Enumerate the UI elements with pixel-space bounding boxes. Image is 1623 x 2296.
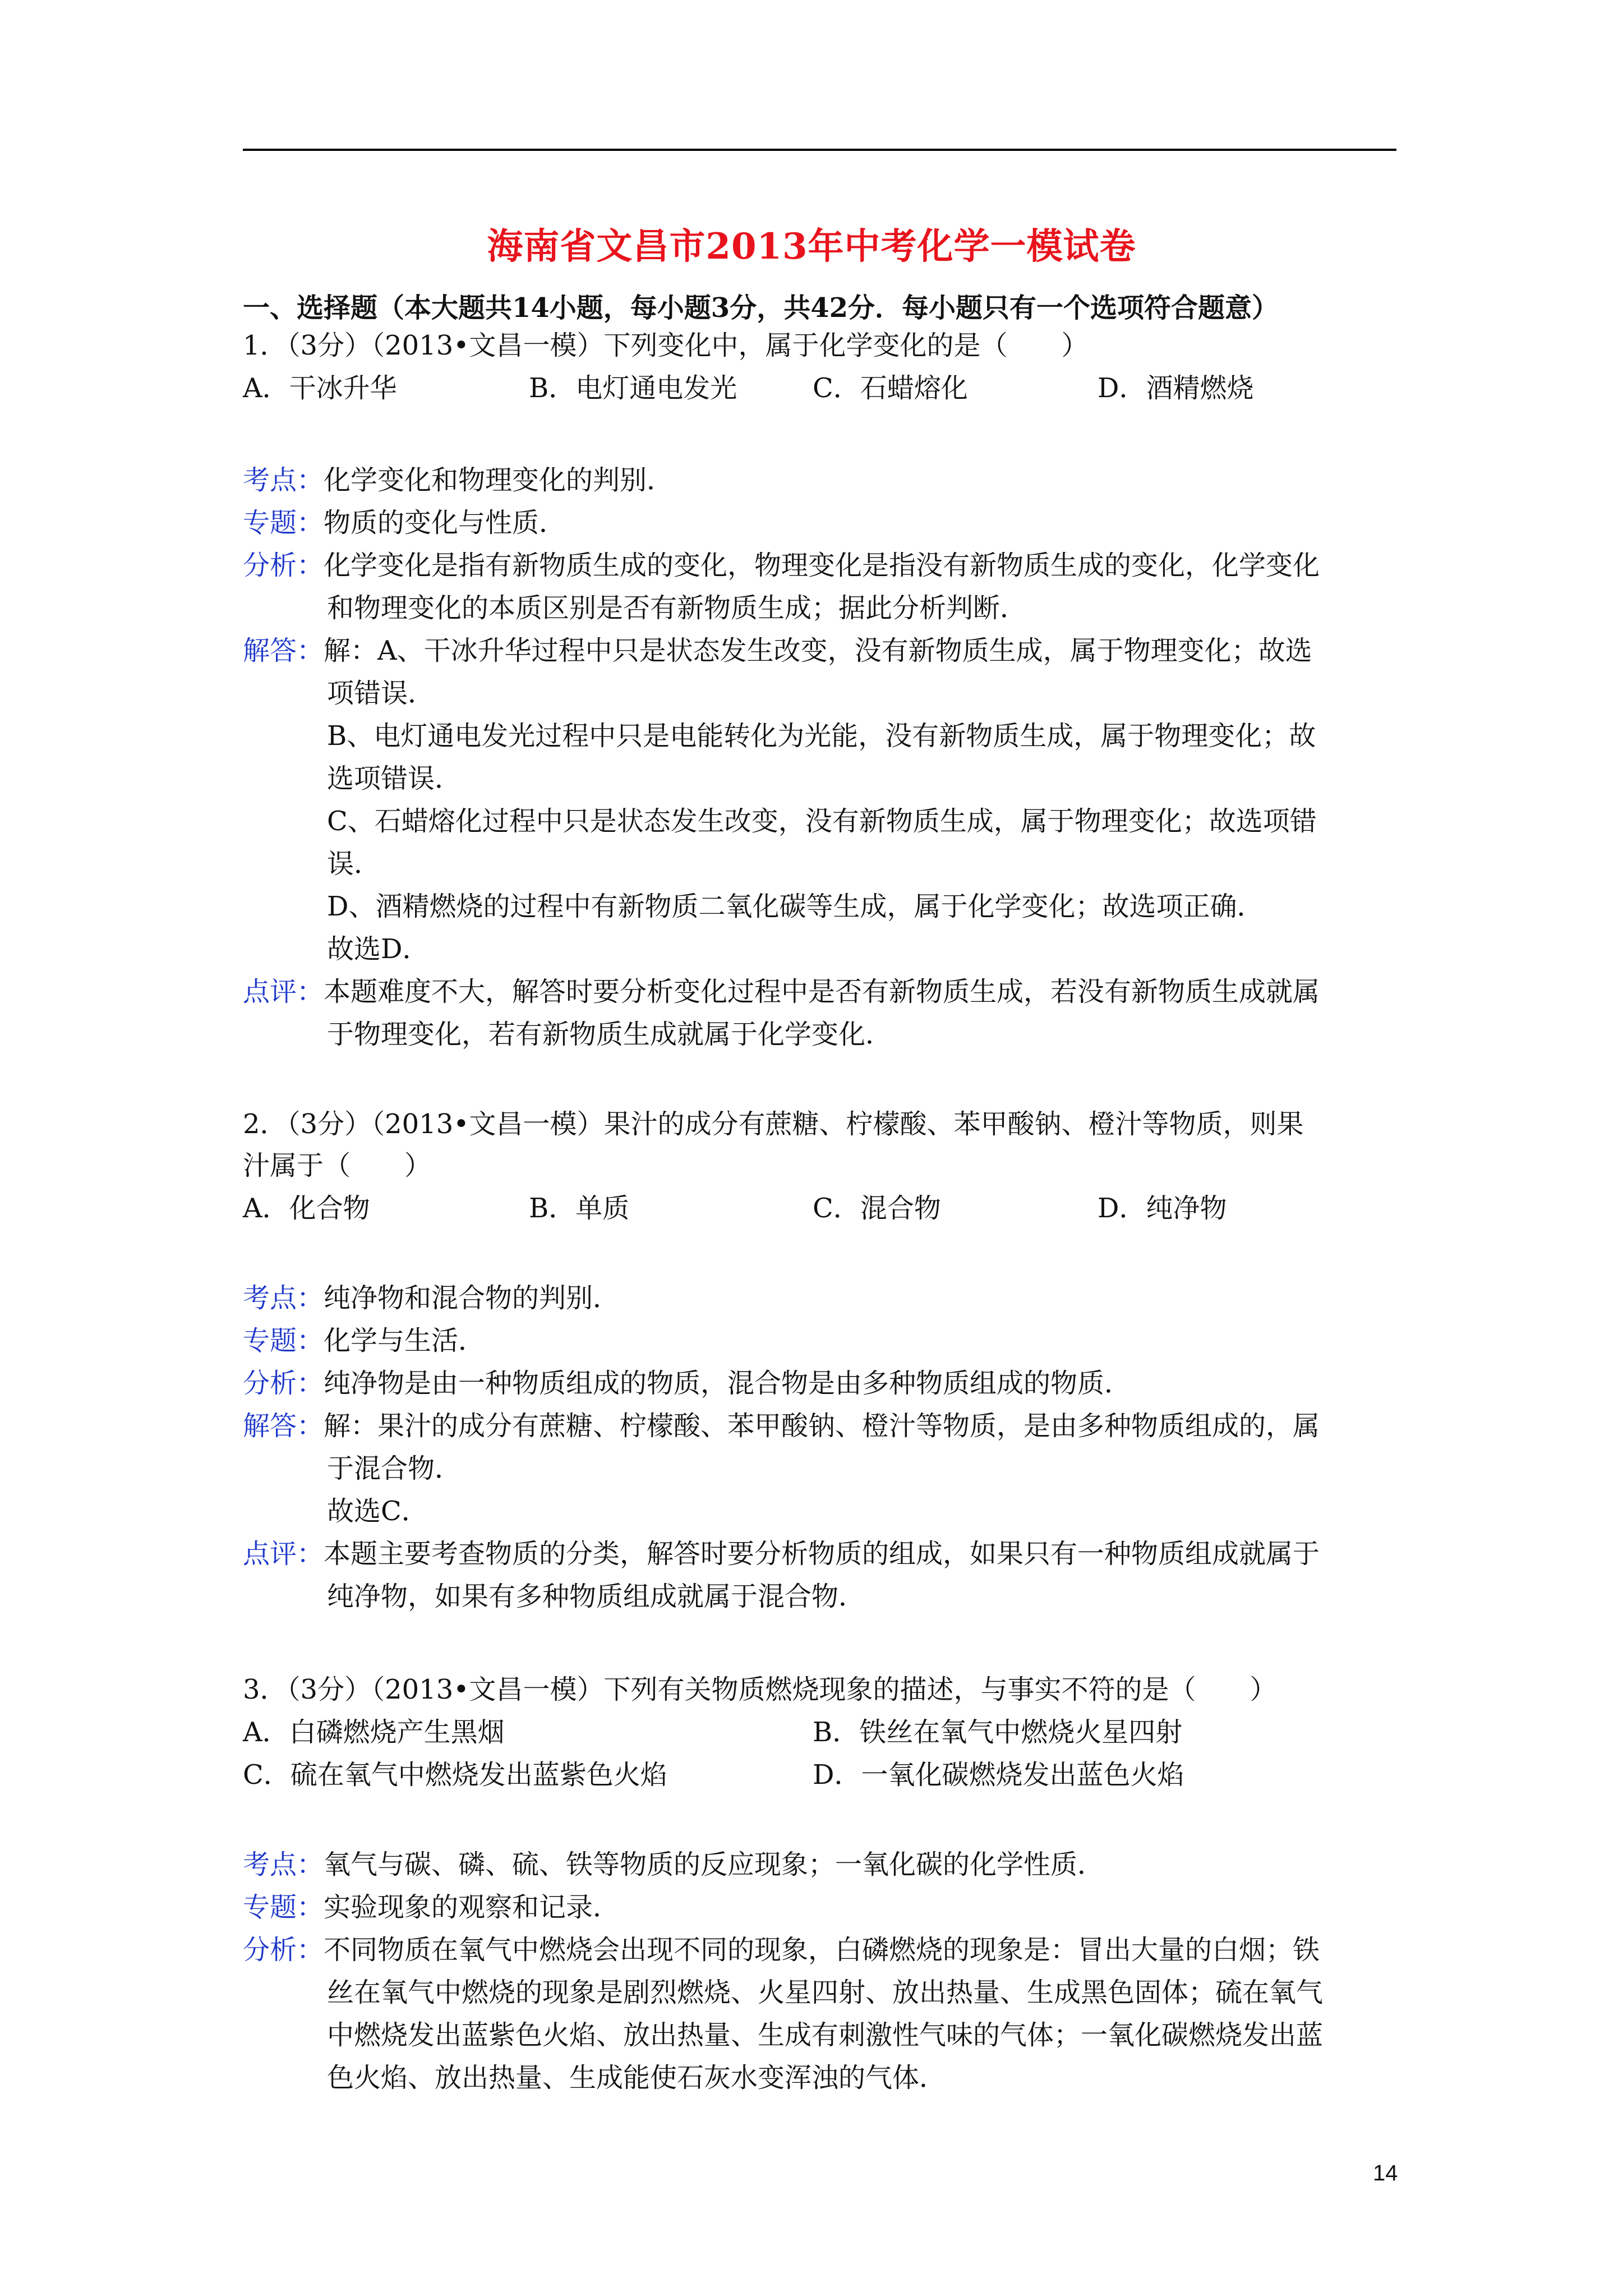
dianping-label: 点评： (243, 976, 324, 1007)
option-b: B．铁丝在氧气中燃烧火星四射 (813, 1717, 1183, 1748)
option-a: A．干冰升华 (243, 372, 397, 404)
kaodian-text: 化学变化和物理变化的判别． (324, 464, 674, 496)
kaodian-label: 考点： (243, 464, 324, 496)
zhuanti-line (243, 1319, 485, 1362)
jieda-text-cont: 误． (327, 848, 381, 880)
jieda-text-cont: 于混合物． (327, 1453, 462, 1484)
option-b: B．电灯通电发光 (529, 372, 737, 404)
jieda-text-cont: 故选C． (327, 1496, 428, 1527)
jieda-label: 解答： (243, 1410, 324, 1442)
zhuanti-line (243, 501, 566, 544)
kaodian-text: 纯净物和混合物的判别． (324, 1282, 620, 1314)
option-c: C．石蜡熔化 (813, 372, 968, 404)
option-a: A．白磷燃烧产生黑烟 (243, 1717, 505, 1748)
jieda-text-cont: 项错误． (327, 678, 435, 709)
dianping-text: 本题难度不大，解答时要分析变化过程中是否有新物质生成，若没有新物质生成就属 (324, 976, 1320, 1007)
fenxi-text: 化学变化是指有新物质生成的变化，物理变化是指没有新物质生成的变化，化学变化 (324, 550, 1320, 581)
dianping-text-cont: 纯净物，如果有多种物质组成就属于混合物． (327, 1581, 866, 1612)
fenxi-text-cont: 色火焰、放出热量、生成能使石灰水变浑浊的气体． (327, 2062, 947, 2093)
fenxi-text-cont: 中燃烧发出蓝紫色火焰、放出热量、生成有刺激性气味的气体；一氧化碳燃烧发出蓝 (327, 2019, 1324, 2051)
kaodian-text: 氧气与碳、磷、硫、铁等物质的反应现象；一氧化碳的化学性质． (324, 1849, 1105, 1880)
kaodian-line (243, 1843, 1104, 1886)
page-number: 14 (1373, 2161, 1398, 2185)
header-rule (243, 149, 1396, 151)
fenxi-text: 纯净物是由一种物质组成的物质，混合物是由多种物质组成的物质． (324, 1368, 1132, 1399)
jieda-text-cont: 选项错误． (327, 763, 462, 794)
dianping-line (243, 970, 1320, 1013)
option-d: D．酒精燃烧 (1098, 372, 1254, 404)
option-b: B．单质 (529, 1193, 630, 1224)
zhuanti-text: 物质的变化与性质． (324, 507, 566, 539)
kaodian-label: 考点： (243, 1282, 324, 1314)
option-a: A．化合物 (243, 1193, 370, 1224)
jieda-text-cont: B、电灯通电发光过程中只是电能转化为光能，没有新物质生成，属于物理变化；故 (327, 720, 1316, 752)
zhuanti-label: 专题： (243, 1325, 324, 1356)
fenxi-text: 不同物质在氧气中燃烧会出现不同的现象，白磷燃烧的现象是：冒出大量的白烟；铁 (324, 1934, 1320, 1966)
zhuanti-line (243, 1886, 620, 1929)
option-d: D．一氧化碳燃烧发出蓝色火焰 (813, 1759, 1184, 1791)
fenxi-label: 分析： (243, 550, 324, 581)
fenxi-text-cont: 丝在氧气中燃烧的现象是剧烈燃烧、火星四射、放出热量、生成黑色固体；硫在氧气 (327, 1977, 1324, 2008)
question-2-stem: 2．（3分）（2013•文昌一模）果汁的成分有蔗糖、柠檬酸、苯甲酸钠、橙汁等物质，则果 (243, 1108, 1304, 1140)
dianping-line (243, 1533, 1320, 1575)
kaodian-label: 考点： (243, 1849, 324, 1880)
dianping-text: 本题主要考查物质的分类，解答时要分析物质的组成，如果只有一种物质组成就属于 (324, 1538, 1320, 1570)
kaodian-line (243, 1277, 620, 1319)
zhuanti-text: 化学与生活． (324, 1325, 486, 1356)
jieda-text: 解：A、干冰升华过程中只是状态发生改变，没有新物质生成，属于物理变化；故选 (324, 635, 1312, 666)
fenxi-line (243, 544, 1320, 587)
zhuanti-label: 专题： (243, 1892, 324, 1923)
jieda-label: 解答： (243, 635, 324, 666)
dianping-text-cont: 于物理变化，若有新物质生成就属于化学变化． (327, 1019, 893, 1050)
option-c: C．混合物 (813, 1193, 941, 1224)
question-2-stem-cont: 汁属于（ ） (243, 1150, 432, 1181)
option-c: C．硫在氧气中燃烧发出蓝紫色火焰 (243, 1759, 667, 1791)
question-1-stem: 1．（3分）（2013•文昌一模）下列变化中，属于化学变化的是（ ） (243, 330, 1089, 361)
fenxi-label: 分析： (243, 1368, 324, 1399)
jieda-text-cont: C、石蜡熔化过程中只是状态发生改变，没有新物质生成，属于物理变化；故选项错 (327, 806, 1317, 837)
jieda-text-cont: D、酒精燃烧的过程中有新物质二氧化碳等生成，属于化学变化；故选项正确． (327, 891, 1264, 922)
fenxi-line (243, 1929, 1320, 1971)
fenxi-text-cont: 和物理变化的本质区别是否有新物质生成；据此分析判断． (327, 592, 1027, 624)
jieda-text: 解：果汁的成分有蔗糖、柠檬酸、苯甲酸钠、橙汁等物质，是由多种物质组成的，属 (324, 1410, 1320, 1442)
jieda-line (243, 629, 1312, 672)
jieda-text-cont: 故选D． (327, 933, 430, 965)
zhuanti-label: 专题： (243, 507, 324, 539)
question-3-stem: 3．（3分）（2013•文昌一模）下列有关物质燃烧现象的描述，与事实不符的是（ ） (243, 1674, 1277, 1705)
zhuanti-text: 实验现象的观察和记录． (324, 1892, 620, 1923)
section-heading: 一、选择题（本大题共14小题，每小题3分，共42分．每小题只有一个选项符合题意） (243, 292, 1279, 324)
fenxi-line (243, 1362, 1131, 1405)
dianping-label: 点评： (243, 1538, 324, 1570)
jieda-line (243, 1405, 1320, 1447)
page-title: 海南省文昌市2013年中考化学一模试卷 (487, 226, 1136, 268)
kaodian-line (243, 459, 674, 501)
option-d: D．纯净物 (1098, 1193, 1227, 1224)
fenxi-label: 分析： (243, 1934, 324, 1966)
